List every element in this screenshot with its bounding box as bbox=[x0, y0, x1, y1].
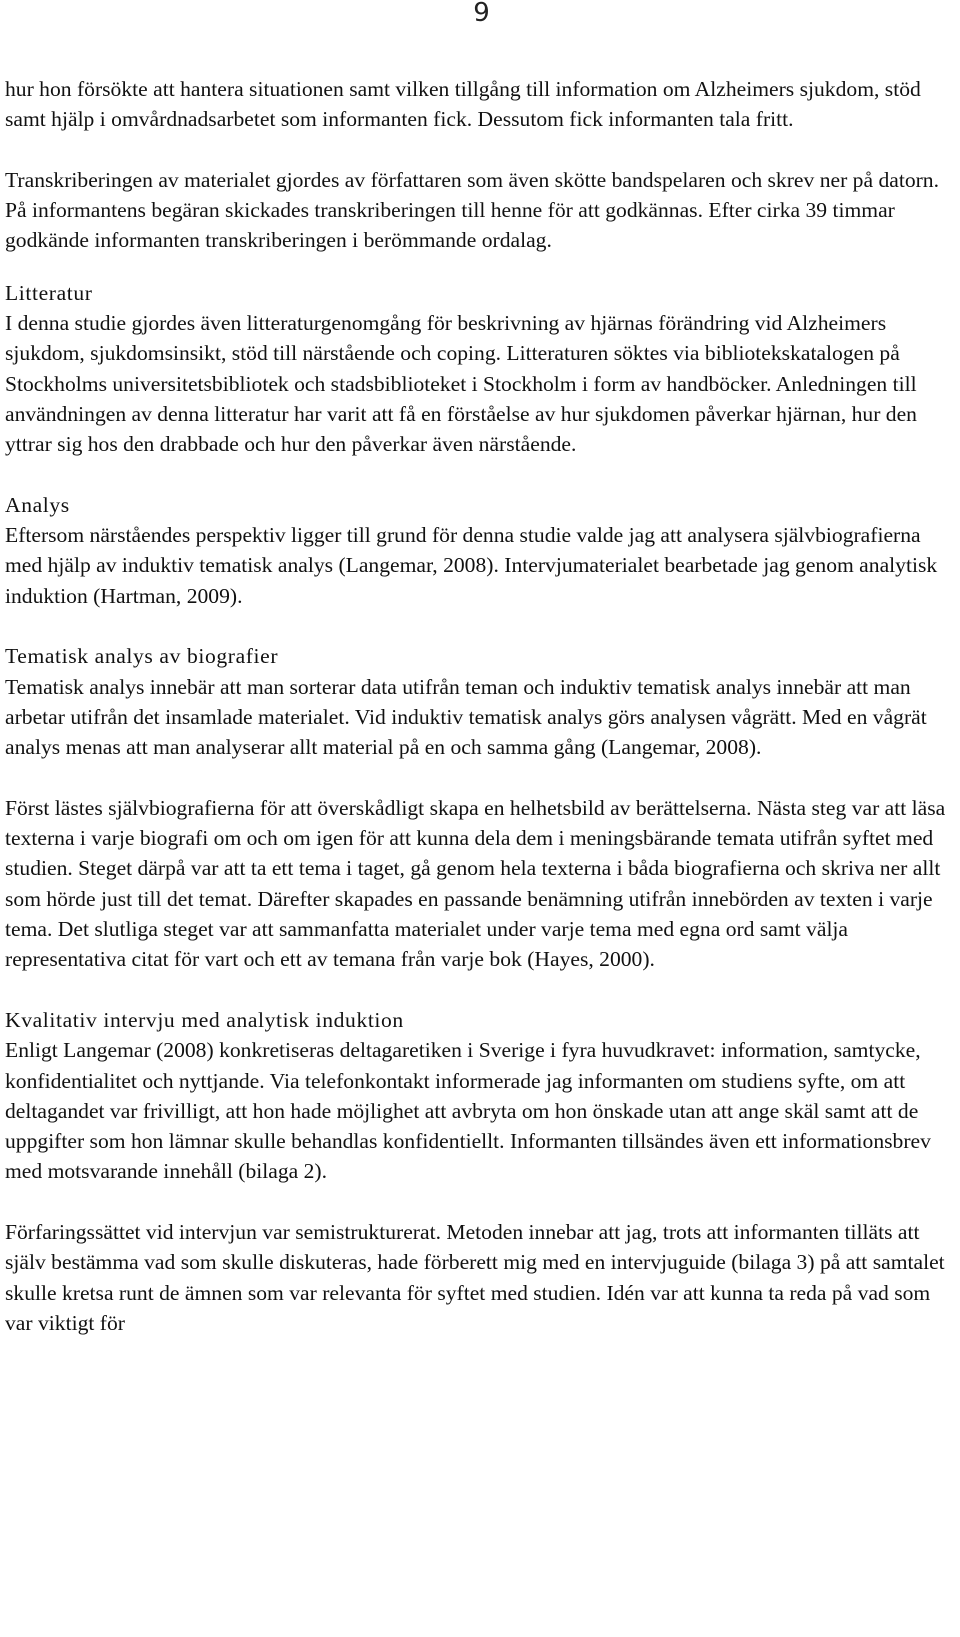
paragraph-spacer bbox=[5, 256, 955, 278]
paragraph-spacer bbox=[5, 975, 955, 1005]
page-number: 9 bbox=[473, 0, 490, 28]
interview-paragraph: Enligt Langemar (2008) konkretiseras deltagaretiken i Sverige i fyra huvudkravet: information, samtycke, konfidentialitet och nyttjande. Via telefonkontakt informerade jag informanten om studiens syfte, om att deltagandet var frivilligt, att hon hade möjlighet att avbryta om hon önskade utan att ange skäl samt att de uppgifter som hon lämnar skulle behandlas konfidentiellt. Informanten tillsändes även ett informationsbrev med motsvarande innehåll (bilaga 2). bbox=[5, 1038, 931, 1184]
paragraph-spacer bbox=[5, 460, 955, 490]
paragraph-spacer bbox=[5, 1187, 955, 1217]
literature-heading: Litteratur bbox=[5, 280, 93, 305]
paragraph-spacer bbox=[5, 135, 955, 165]
transcription-paragraph: Transkriberingen av materialet gjordes av författaren som även skötte bandspelaren och skrev ner på datorn. På informantens begäran skickades transkriberingen till henne för att godkännas. Efter cirka 39 timmar godkände informanten transkriberingen i berömmande ordalag. bbox=[5, 167, 940, 253]
thematic-paragraph: Tematisk analys innebär att man sorterar data utifrån teman och induktiv tematisk analys innebär att man arbetar utifrån det insamlade materialet. Vid induktiv tematisk analys görs analysen vågrätt. Med en vågrät analys menas att man analyserar allt material på en och samma gång (Langemar, 2008). bbox=[5, 674, 927, 760]
analysis-heading: Analys bbox=[5, 492, 70, 517]
intro-paragraph: hur hon försökte att hantera situationen samt vilken tillgång till information om Alzheimers sjukdom, stöd samt hjälp i omvårdnadsarbetet som informanten fick. Dessutom fick informanten tala fritt. bbox=[5, 77, 921, 132]
literature-paragraph: I denna studie gjordes även litteraturgenomgång för beskrivning av hjärnas förändring vid Alzheimers sjukdom, sjukdomsinsikt, stöd till närstående och coping. Litteraturen söktes via bibliotekskatalogen på Stockholms universitetsbibliotek och stadsbiblioteket i Stockholm i form av handböcker. Anledningen till användningen av denna litteratur har varit att få en förståelse av hur sjukdomen påverkar hjärnan, hur den yttrar sig hos den drabbade och hur den påverkar även närstående. bbox=[5, 311, 917, 457]
thematic-paragraph-2: Först lästes självbiografierna för att överskådligt skapa en helhetsbild av berättelserna. Nästa steg var att läsa texterna i varje biografi om och om igen för att kunna dela dem i meningsbärande temata utifrån syftet med studien. Steget därpå var att ta ett tema i taget, gå genom hela texterna i båda biografierna och skriva ner allt som hörde just till det temat. Därefter skapades en passande benämning utifrån innebörden av texten i varje tema. Det slutliga steget var att sammanfatta materialet under varje tema med egna ord samt välja representativa citat för vart och ett av temana från varje bok (Hayes, 2000). bbox=[5, 795, 946, 972]
paragraph-spacer bbox=[5, 763, 955, 793]
interview-heading: Kvalitativ intervju med analytisk induktion bbox=[5, 1007, 404, 1032]
analysis-paragraph: Eftersom närståendes perspektiv ligger till grund för denna studie valde jag att analysera självbiografierna med hjälp av induktiv tematisk analys (Langemar, 2008). Intervjumaterialet bearbetade jag genom analytisk induktion (Hartman, 2009). bbox=[5, 523, 938, 608]
document-body bbox=[5, 74, 955, 1338]
thematic-heading: Tematisk analys av biografier bbox=[5, 644, 279, 669]
paragraph-spacer bbox=[5, 611, 955, 641]
interview-paragraph-2: Förfaringssättet vid intervjun var semistrukturerat. Metoden innebar att jag, trots att informanten tilläts att själv bestämma vad som skulle diskuteras, hade förberett mig med en intervjuguide (bilaga 3) på att samtalet skulle kretsa runt de ämnen som var relevanta för syftet med studien. Idén var att kunna ta reda på vad som var viktigt för bbox=[5, 1219, 945, 1335]
